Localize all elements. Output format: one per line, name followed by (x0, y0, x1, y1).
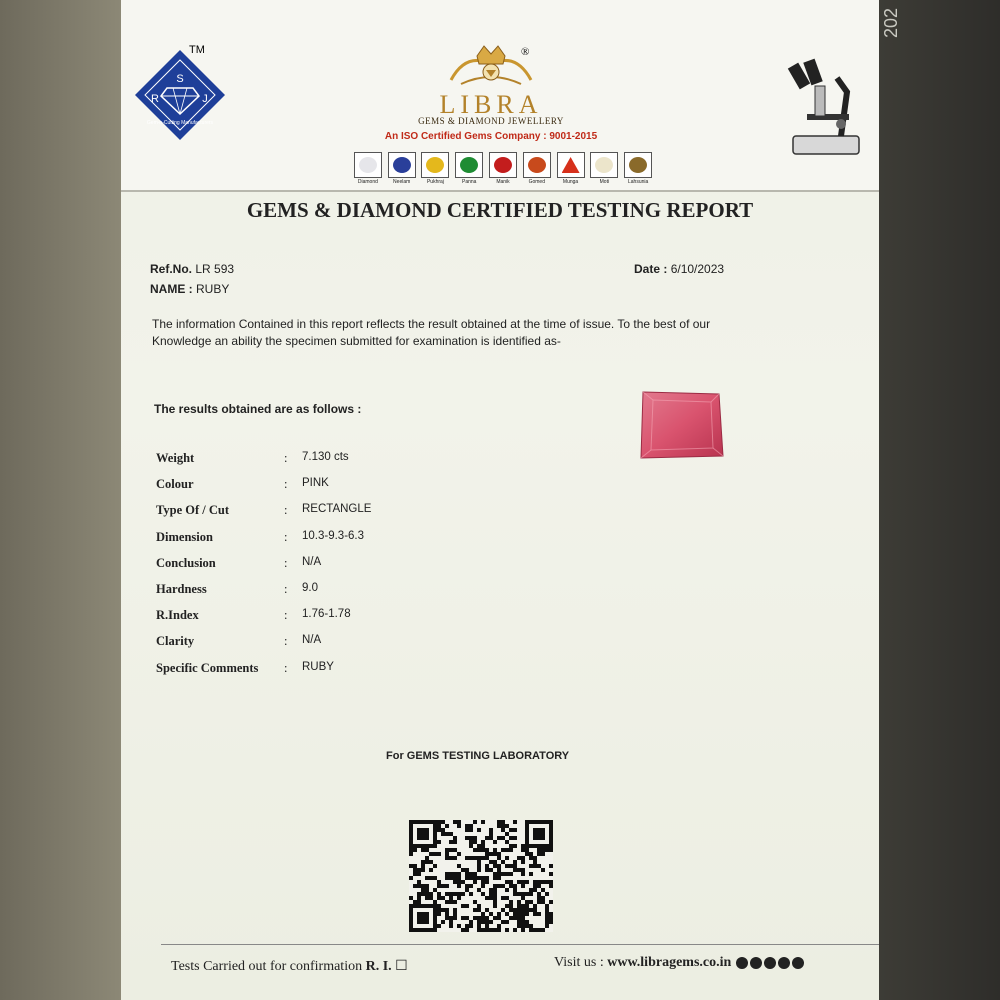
gem-icon (590, 152, 618, 178)
gem-label: Manik (496, 179, 510, 185)
visit-label: Visit us : (554, 955, 604, 970)
name-value: RUBY (196, 282, 230, 296)
spec-value: 7.130 cts (302, 451, 349, 463)
spec-separator: : (284, 503, 288, 518)
whatsapp-icon[interactable] (750, 957, 762, 969)
spec-row (156, 503, 456, 523)
gem-item (556, 152, 586, 188)
iso-statement: An ISO Certified Gems Company : 9001-2015 (384, 131, 598, 142)
gem-label: Neelam (393, 179, 411, 185)
gem-label: Gomed (528, 179, 545, 185)
spec-key: Hardness (156, 582, 207, 596)
report-date (634, 262, 724, 276)
spec-value: N/A (302, 634, 322, 647)
name-label: NAME : (150, 282, 193, 296)
footer-website (554, 955, 804, 971)
results-heading: The results obtained are as follows : (154, 402, 362, 416)
gem-icon (489, 152, 517, 178)
background-right (879, 0, 1000, 1000)
spec-row (156, 608, 456, 628)
spec-separator: : (284, 660, 288, 675)
spec-row (156, 634, 456, 654)
libra-subtitle: GEMS & DIAMOND JEWELLERY (418, 116, 564, 126)
date-label: Date : (634, 262, 668, 276)
srj-tagline: Gem-n-Cutting Manufacturers (146, 120, 214, 126)
libra-name: LIBRA (439, 90, 543, 119)
spec-value: 9.0 (302, 582, 318, 594)
corner-number: 202 (881, 8, 901, 39)
gem-label: Diamond (357, 179, 378, 185)
gem-icon (557, 152, 585, 178)
youtube-icon[interactable] (778, 957, 790, 969)
gem-label: Panna (462, 179, 477, 185)
gem-icon (523, 152, 551, 178)
gem-icon (421, 152, 449, 178)
footer-left-text: Tests Carried out for confirmation (171, 959, 363, 974)
registered-mark: ® (521, 46, 530, 58)
spec-separator: : (284, 634, 288, 649)
facebook-icon[interactable] (736, 957, 748, 969)
spec-value: 10.3-9.3-6.3 (302, 529, 365, 542)
ref-number (150, 262, 234, 276)
microscope-icon (785, 58, 865, 158)
spec-key: R.Index (156, 608, 199, 623)
spec-key: Clarity (156, 634, 195, 649)
gem-label: Pukhraj (426, 179, 444, 185)
footer-checkbox: ☐ (395, 959, 408, 974)
srj-letter-r: R (151, 93, 159, 105)
footer-divider (161, 944, 879, 945)
spec-key: Specific Comments (156, 660, 259, 675)
spec-value: RUBY (302, 660, 334, 673)
gem-item (353, 152, 383, 188)
spec-separator: : (284, 451, 288, 465)
spec-key: Type Of / Cut (156, 503, 230, 518)
spec-value: PINK (302, 477, 329, 490)
spec-row (156, 477, 456, 497)
spec-separator: : (284, 582, 288, 596)
background-left (0, 0, 121, 1000)
gem-item (488, 152, 518, 188)
gem-label: Lahsunia (627, 179, 649, 185)
trademark-mark: TM (189, 44, 205, 56)
spec-key: Dimension (156, 529, 213, 544)
gem-icon (624, 152, 652, 178)
gem-strip (353, 152, 653, 188)
spec-row (156, 556, 456, 576)
footer-ri: R. I. (365, 959, 392, 974)
signature-label: For GEMS TESTING LABORATORY (386, 750, 570, 762)
spec-row (156, 582, 456, 602)
srj-letter-s: S (176, 73, 184, 85)
specimen-name (150, 282, 229, 296)
srj-logo (129, 44, 231, 146)
twitter-icon[interactable] (764, 957, 776, 969)
gem-icon (455, 152, 483, 178)
spec-separator: : (284, 608, 288, 623)
ref-value: LR 593 (195, 262, 235, 276)
spec-value: N/A (302, 555, 322, 568)
spec-row (156, 661, 456, 681)
instagram-icon[interactable] (792, 957, 804, 969)
header-divider (121, 190, 879, 192)
gem-icon (354, 152, 382, 178)
gem-item (522, 152, 552, 188)
intro-paragraph: The information Contained in this report reflects the result obtained at the time of issue. To the best of our Knowledge an ability the specimen submitted for examination is identified as- (152, 317, 711, 348)
spec-separator: : (284, 555, 288, 570)
spec-row (156, 451, 456, 471)
spec-separator: : (284, 529, 288, 544)
social-icons (736, 957, 804, 969)
gem-item (623, 152, 653, 188)
spec-row (156, 530, 456, 550)
gem-label: Moti (599, 179, 610, 185)
spec-value: 1.76-1.78 (302, 608, 351, 621)
gem-item (421, 152, 451, 188)
report-title: GEMS & DIAMOND CERTIFIED TESTING REPORT (246, 198, 754, 222)
spec-value: RECTANGLE (302, 503, 372, 516)
gem-label: Munga (562, 179, 579, 185)
qr-code (409, 820, 553, 932)
srj-letter-j: J (202, 93, 208, 105)
gem-item (387, 152, 417, 188)
spec-key: Colour (156, 477, 194, 492)
ruby-stone-image (639, 390, 725, 460)
spec-key: Weight (156, 451, 195, 465)
spec-key: Conclusion (156, 555, 216, 570)
ref-label: Ref.No. (150, 262, 192, 276)
gem-item (589, 152, 619, 188)
certificate-paper (121, 0, 901, 1000)
gem-icon (388, 152, 416, 178)
date-value: 6/10/2023 (670, 262, 725, 276)
footer-confirmation (171, 958, 408, 975)
website-link[interactable]: www.libragems.co.in (607, 955, 732, 970)
gem-item (454, 152, 484, 188)
spec-separator: : (284, 477, 288, 492)
